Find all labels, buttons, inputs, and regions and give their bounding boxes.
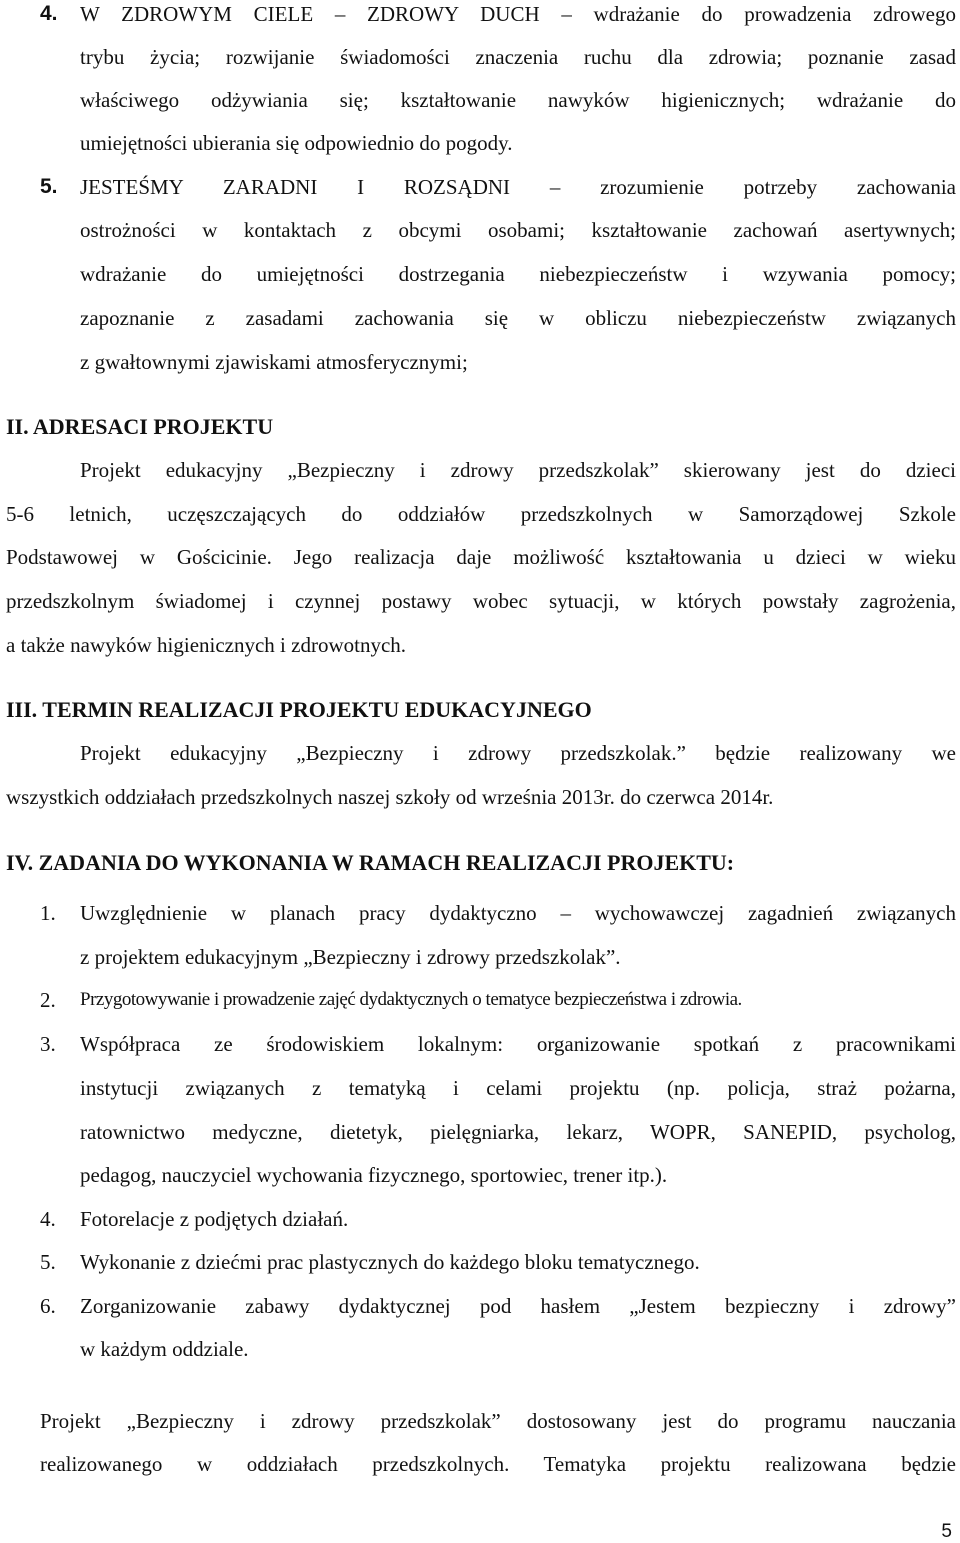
section-2-line-2: 5-6 letnich, uczęszczających do oddziałów przedszkolnych w Samorządowej Szkole <box>6 502 956 526</box>
task-1-line-2: z projektem edukacyjnym „Bezpieczny i zdrowy przedszkolak”. <box>80 945 621 969</box>
section-3-line-2: wszystkich oddziałach przedszkolnych naszej szkoły od września 2013r. do czerwca 2014r. <box>6 785 774 809</box>
section-2-line-1: Projekt edukacyjny „Bezpieczny i zdrowy przedszkolak” skierowany jest do dzieci <box>80 458 956 482</box>
item-5-line-2: ostrożności w kontaktach z obcymi osobami; kształtowanie zachowań asertywnych; <box>80 218 956 242</box>
section-4-heading: IV. ZADANIA DO WYKONANIA W RAMACH REALIZACJI PROJEKTU: <box>6 850 735 875</box>
section-2-heading: II. ADRESACI PROJEKTU <box>6 414 274 439</box>
task-1-number: 1. <box>40 901 56 925</box>
task-4-line-1: Fotorelacje z podjętych działań. <box>80 1207 349 1231</box>
task-5-line-1: Wykonanie z dziećmi prac plastycznych do każdego bloku tematycznego. <box>80 1250 700 1274</box>
item-4-line-1: W ZDROWYM CIELE – ZDROWY DUCH – wdrażanie do prowadzenia zdrowego <box>80 2 956 26</box>
task-6-line-1: Zorganizowanie zabawy dydaktycznej pod hasłem „Jestem bezpieczny i zdrowy” <box>80 1294 956 1318</box>
task-6-number: 6. <box>40 1294 56 1318</box>
section-3-line-1: Projekt edukacyjny „Bezpieczny i zdrowy przedszkolak.” będzie realizowany we <box>80 741 956 765</box>
item-4-line-4: umiejętności ubierania się odpowiednio do pogody. <box>80 131 513 155</box>
item-5-line-1: JESTEŚMY ZARADNI I ROZSĄDNI – zrozumienie potrzeby zachowania <box>80 175 956 199</box>
section-2-line-3: Podstawowej w Gościcinie. Jego realizacja daje możliwość kształtowania u dzieci w wieku <box>6 545 956 569</box>
task-3-line-3: ratownictwo medyczne, dietetyk, pielęgniarka, lekarz, WOPR, SANEPID, psycholog, <box>80 1120 956 1144</box>
task-2-number: 2. <box>40 988 56 1012</box>
item-4-line-3: właściwego odżywiania się; kształtowanie nawyków higienicznych; wdrażanie do <box>80 88 956 112</box>
task-4-number: 4. <box>40 1207 56 1231</box>
section-2-line-4: przedszkolnym świadomej i czynnej postawy wobec sytuacji, w których powstały zagrożenia, <box>6 589 956 613</box>
task-3-number: 3. <box>40 1032 56 1056</box>
closing-line-2: realizowanego w oddziałach przedszkolnych. Tematyka projektu realizowana będzie <box>40 1452 956 1476</box>
page-number: 5 <box>941 1521 952 1542</box>
item-5-line-3: wdrażanie do umiejętności dostrzegania niebezpieczeństw i wzywania pomocy; <box>80 262 956 286</box>
item-5-line-5: z gwałtownymi zjawiskami atmosferycznymi; <box>80 350 468 374</box>
item-4-line-2: trybu życia; rozwijanie świadomości znaczenia ruchu dla zdrowia; poznanie zasad <box>80 45 956 69</box>
task-2-line-1: Przygotowywanie i prowadzenie zajęć dydaktycznych o tematyce bezpieczeństwa i zdrowia. <box>80 989 742 1010</box>
section-2-line-5: a także nawyków higienicznych i zdrowotnych. <box>6 633 407 657</box>
item-5-line-4: zapoznanie z zasadami zachowania się w obliczu niebezpieczeństw związanych <box>80 306 956 330</box>
task-3-line-2: instytucji związanych z tematyką i celami projektu (np. policja, straż pożarna, <box>80 1076 956 1100</box>
task-3-line-4: pedagog, nauczyciel wychowania fizycznego, sportowiec, trener itp.). <box>80 1163 668 1187</box>
closing-line-1: Projekt „Bezpieczny i zdrowy przedszkolak” dostosowany jest do programu nauczania <box>40 1409 956 1433</box>
item-4-number: 4. <box>40 2 58 25</box>
section-3-heading: III. TERMIN REALIZACJI PROJEKTU EDUKACYJNEGO <box>6 697 592 722</box>
task-1-line-1: Uwzględnienie w planach pracy dydaktyczno – wychowawczej zagadnień związanych <box>80 901 956 925</box>
item-5-number: 5. <box>40 175 58 198</box>
task-3-line-1: Współpraca ze środowiskiem lokalnym: organizowanie spotkań z pracownikami <box>80 1032 956 1056</box>
task-6-line-2: w każdym oddziale. <box>80 1337 249 1361</box>
task-5-number: 5. <box>40 1250 56 1274</box>
